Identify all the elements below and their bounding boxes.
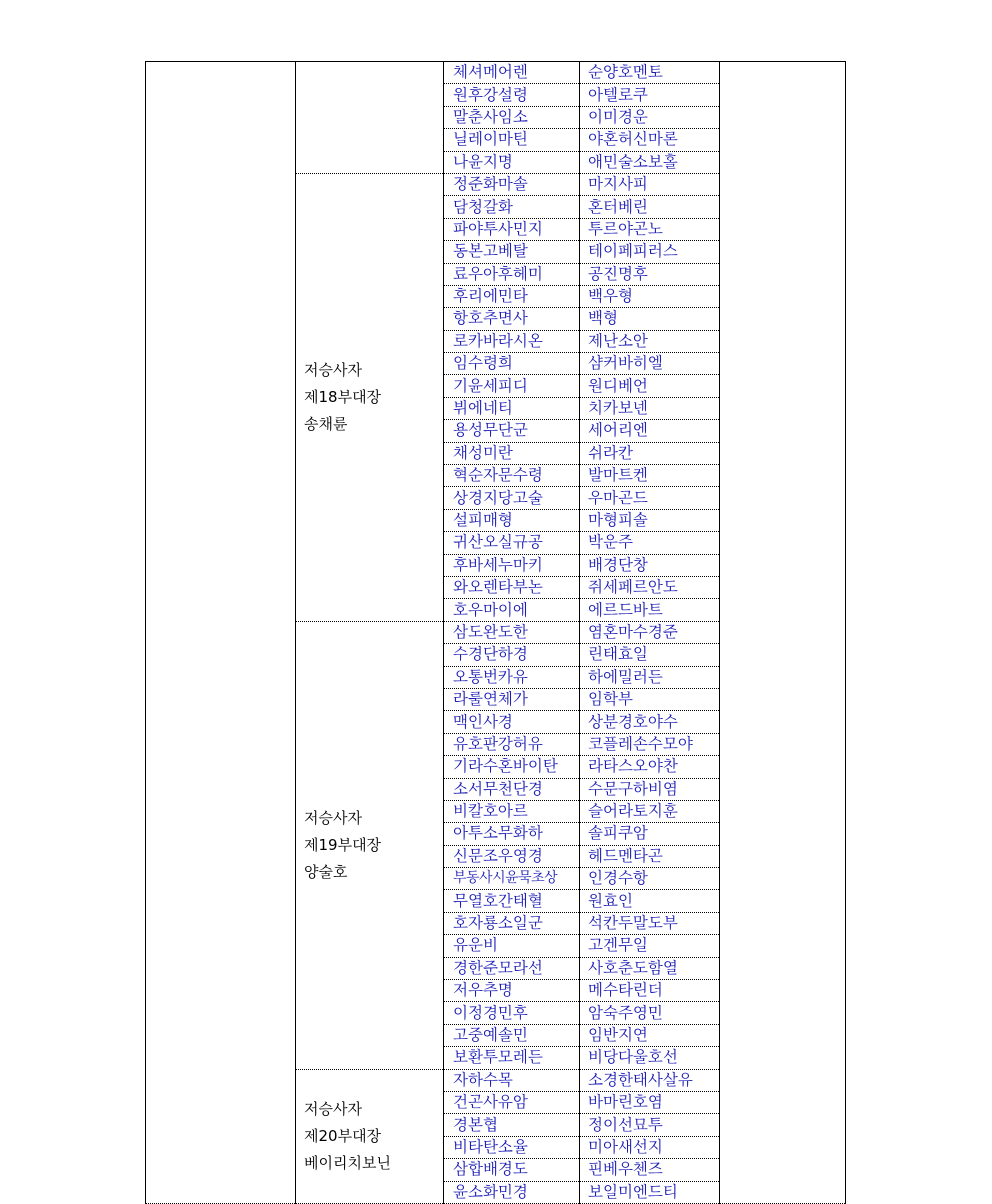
unit-leader-line: 송채륜	[304, 414, 348, 433]
member-name-col1: 고중예솔민	[444, 1024, 580, 1046]
member-name-col1: 호자룡소일군	[444, 912, 580, 934]
member-name-col2: 바마린호염	[580, 1091, 720, 1113]
member-name-col1: 기라수혼바이탄	[444, 756, 580, 778]
member-name-col1: 담청갈화	[444, 196, 580, 218]
member-name-col2: 아텔로쿠	[580, 84, 720, 106]
member-name-col1: 경한준모라선	[444, 957, 580, 979]
member-name-col2: 인경수항	[580, 868, 720, 890]
member-name-col2: 세어리엔	[580, 420, 720, 442]
member-name-col1: 설피매형	[444, 509, 580, 531]
member-name-col2: 에르드바트	[580, 599, 720, 621]
member-name-col2: 이미경운	[580, 106, 720, 128]
member-name-col1: 이정경민후	[444, 1002, 580, 1024]
member-name-col1: 유호판강허유	[444, 733, 580, 755]
member-name-col1: 아투소무화하	[444, 823, 580, 845]
member-name-col2: 제난소안	[580, 330, 720, 352]
member-name-col2: 수문구하비염	[580, 778, 720, 800]
unit-leader-line: 제18부대장	[304, 387, 382, 406]
member-name-col1: 동본고베탈	[444, 241, 580, 263]
member-name-col1: 와오렌타부논	[444, 576, 580, 598]
unit-leader-cell	[296, 1069, 444, 1203]
member-name-col2: 야혼허신마론	[580, 129, 720, 151]
member-name-col1: 경본협	[444, 1114, 580, 1136]
unit-leader-line: 저승사자	[304, 808, 362, 827]
member-name-col1: 후리에민타	[444, 285, 580, 307]
unit-leader-line: 제19부대장	[304, 835, 382, 854]
member-name-col2: 고겐무일	[580, 935, 720, 957]
member-name-col1: 후바세누마키	[444, 554, 580, 576]
member-name-col2: 메수타린더	[580, 980, 720, 1002]
member-name-col2: 마지사피	[580, 173, 720, 195]
member-name-col1: 호우마이에	[444, 599, 580, 621]
member-name-col2: 암숙주영민	[580, 1002, 720, 1024]
member-name-col2: 원디베언	[580, 375, 720, 397]
member-name-col2: 박운주	[580, 532, 720, 554]
member-name-col1: 자하수목	[444, 1069, 580, 1091]
member-name-col2: 우마곤드	[580, 487, 720, 509]
member-name-col1: 뷔에네티	[444, 397, 580, 419]
member-name-col1: 정준화마솔	[444, 173, 580, 195]
member-name-col2: 소경한태사살유	[580, 1069, 720, 1091]
member-name-col2: 순양호멘토	[580, 62, 720, 84]
member-name-col2: 쥐세페르안도	[580, 576, 720, 598]
member-name-col2: 공진명후	[580, 263, 720, 285]
unit-leader-line: 베이리치보닌	[304, 1153, 391, 1172]
member-name-col1: 삼도완도한	[444, 621, 580, 643]
member-name-col1: 윤소화민경	[444, 1181, 580, 1203]
member-name-col2: 헤드멘타곤	[580, 845, 720, 867]
member-name-col1: 로카바라시온	[444, 330, 580, 352]
member-name-col2: 배경단창	[580, 554, 720, 576]
table-row	[146, 62, 846, 84]
member-name-col1: 저우추명	[444, 980, 580, 1002]
member-name-col1: 보환투모레든	[444, 1047, 580, 1069]
member-name-col2: 치카보넨	[580, 397, 720, 419]
member-name-col2: 하에밀러든	[580, 666, 720, 688]
member-name-col1: 유운비	[444, 935, 580, 957]
member-name-col2: 혼터베린	[580, 196, 720, 218]
member-name-col1: 라룰연체가	[444, 688, 580, 710]
member-name-col1: 비타탄소율	[444, 1136, 580, 1158]
member-name-col1: 상경지당고술	[444, 487, 580, 509]
blank-right-column	[720, 62, 846, 1204]
member-name-col1: 소서무천단경	[444, 778, 580, 800]
member-name-col1: 무열호간태혈	[444, 890, 580, 912]
member-name-col1: 채성미란	[444, 442, 580, 464]
member-name-col2: 원효인	[580, 890, 720, 912]
member-name-col2: 석칸두말도부	[580, 912, 720, 934]
member-name-col2: 보일미엔드티	[580, 1181, 720, 1203]
unit-leader-line: 제20부대장	[304, 1126, 382, 1145]
member-name-col1: 항호추면사	[444, 308, 580, 330]
member-name-col2: 사호춘도함열	[580, 957, 720, 979]
member-name-col1: 료우아후헤미	[444, 263, 580, 285]
member-name-col1: 체셔메어렌	[444, 62, 580, 84]
member-name-col1: 용성무단군	[444, 420, 580, 442]
unit-leader-cell	[296, 62, 444, 174]
member-name-col1: 혁순자문수령	[444, 465, 580, 487]
member-name-col2: 코플레손수모야	[580, 733, 720, 755]
unit-leader-line: 저승사자	[304, 360, 362, 379]
blank-left-column	[146, 62, 296, 1204]
member-name-col1: 말춘사임소	[444, 106, 580, 128]
unit-leader-line: 양술호	[304, 862, 348, 881]
member-name-col2: 슬어라토지훈	[580, 800, 720, 822]
member-name-col1: 닐레이마틴	[444, 129, 580, 151]
member-name-col2: 임반지연	[580, 1024, 720, 1046]
unit-leader-cell	[296, 621, 444, 1069]
member-name-col2: 백형	[580, 308, 720, 330]
member-name-col1: 귀산오실규공	[444, 532, 580, 554]
member-name-col2: 라타스오야찬	[580, 756, 720, 778]
member-name-col1: 파야투사민지	[444, 218, 580, 240]
member-name-col1: 오통번카유	[444, 666, 580, 688]
unit-leader-line: 저승사자	[304, 1099, 362, 1118]
member-name-col1: 비칼호아르	[444, 800, 580, 822]
member-name-col2: 정이선묘투	[580, 1114, 720, 1136]
member-name-col2: 애민술소보홀	[580, 151, 720, 173]
member-name-col1: 맥인사경	[444, 711, 580, 733]
member-name-col2: 솔피쿠암	[580, 823, 720, 845]
roster-document	[145, 61, 845, 1204]
member-name-col2: 비당다울호선	[580, 1047, 720, 1069]
member-name-col1: 신문조우영경	[444, 845, 580, 867]
member-name-col2: 상분경호야수	[580, 711, 720, 733]
member-name-col1: 건곤사유암	[444, 1091, 580, 1113]
member-name-col2: 쉬라칸	[580, 442, 720, 464]
member-name-col2: 염혼마수경준	[580, 621, 720, 643]
member-name-col2: 미아새선지	[580, 1136, 720, 1158]
member-name-col1: 기윤세피디	[444, 375, 580, 397]
member-name-col2: 임학부	[580, 688, 720, 710]
member-name-col1: 나윤지명	[444, 151, 580, 173]
member-name-col1: 수경단하경	[444, 644, 580, 666]
member-name-col2: 마형피솔	[580, 509, 720, 531]
member-name-col1: 원후강설령	[444, 84, 580, 106]
roster-table	[145, 61, 846, 1204]
member-name-col2: 백우형	[580, 285, 720, 307]
member-name-col2: 테이페피러스	[580, 241, 720, 263]
member-name-col2: 투르야곤노	[580, 218, 720, 240]
member-name-col1: 임수령희	[444, 353, 580, 375]
member-name-col1: 삼합배경도	[444, 1159, 580, 1181]
member-name-col1: 부동사시윤묵초상	[444, 868, 580, 890]
unit-leader-cell	[296, 173, 444, 621]
member-name-col2: 핀베우첸즈	[580, 1159, 720, 1181]
member-name-col2: 샴커바히엘	[580, 353, 720, 375]
member-name-col2: 린태효일	[580, 644, 720, 666]
member-name-col2: 발마트켄	[580, 465, 720, 487]
